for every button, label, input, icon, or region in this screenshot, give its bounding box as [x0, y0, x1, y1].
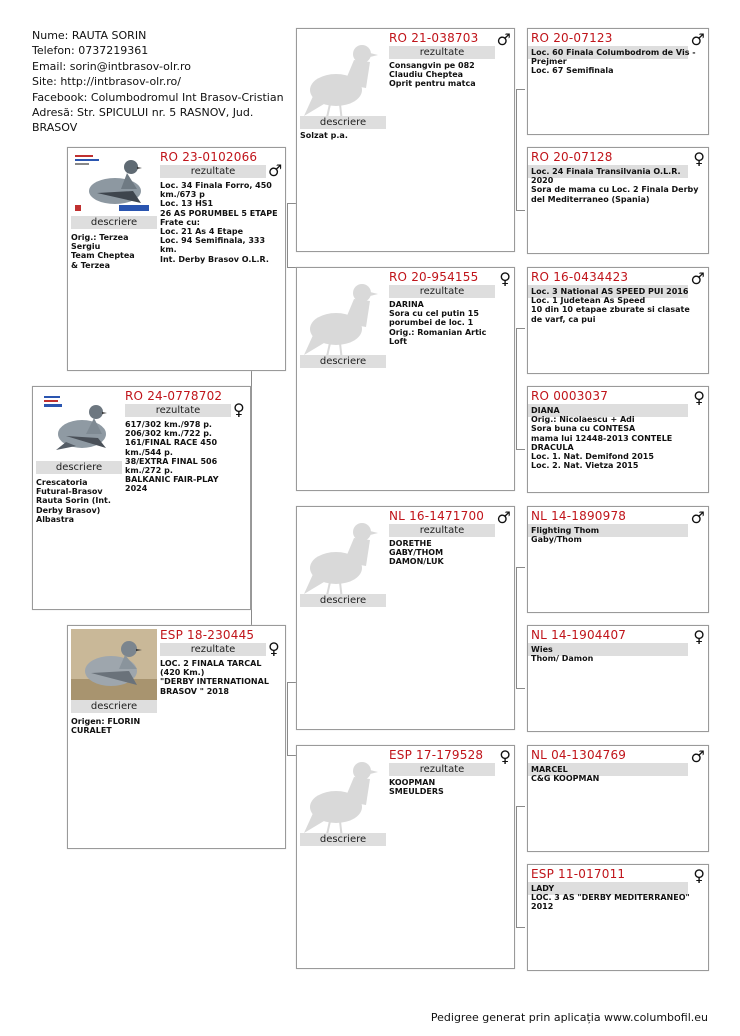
dam-ring-number: ESP 18-230445 [160, 628, 255, 642]
female-icon: ♀ [693, 866, 705, 885]
sire-photo [71, 151, 157, 215]
owner-info [32, 28, 292, 136]
pigeon-silhouette-icon [300, 271, 386, 365]
great-grandparent-5-notes: Flighting Thom Gaby/Thom [531, 526, 600, 545]
connector-dam-grand [287, 682, 296, 756]
grandparent-1-notes: Consangvin pe 082 Claudiu Cheptea Oprit pentru matca [389, 61, 476, 89]
male-icon: ♂ [496, 30, 511, 49]
sire-results-tab[interactable]: rezultate [160, 165, 266, 178]
grandparent-2-results-tab[interactable]: rezultate [389, 285, 495, 298]
owner-site: Site: http://intbrasov-olr.ro/ [32, 75, 181, 89]
great-grandparent-7-card[interactable] [527, 745, 709, 852]
pigeon-silhouette-icon [300, 749, 386, 843]
footer-credit: Pedigree generat prin aplicația www.columbofil.eu [430, 1011, 708, 1024]
great-grandparent-1-card[interactable] [527, 28, 709, 135]
sire-description-tab[interactable]: descriere [71, 216, 157, 229]
grandparent-4-ring-number: ESP 17-179528 [389, 748, 484, 762]
pigeon-silhouette-icon [300, 510, 386, 604]
female-icon: ♀ [499, 269, 511, 288]
sire-notes: Loc. 34 Finala Forro, 450 km./673 p Loc. 13 HS1 26 AS PORUMBEL 5 ETAPE Frate cu: Loc. 21 As 4 Etape Loc. 94 Semifinala, 333 km. Int. Derby Brasov O.L.R. [160, 181, 278, 264]
sire-ring-number: RO 23-0102066 [160, 150, 258, 164]
grandparent-2-card[interactable] [296, 267, 515, 491]
great-grandparent-8-card[interactable] [527, 864, 709, 971]
grandparent-4-card[interactable] [296, 745, 515, 969]
female-icon: ♀ [693, 388, 705, 407]
grandparent-3-description-tab[interactable]: descriere [300, 594, 386, 607]
great-grandparent-1-notes: Loc. 60 Finala Columbodrom de Vis - Prejmer Loc. 67 Semifinala [531, 48, 696, 76]
pigeon-silhouette-icon [300, 32, 386, 126]
dam-card[interactable] [67, 625, 286, 849]
great-grandparent-8-notes: LADY LOC. 3 AS "DERBY MEDITERRANEO" 2012 [531, 884, 690, 912]
grandparent-4-description-tab[interactable]: descriere [300, 833, 386, 846]
male-icon: ♂ [690, 269, 705, 288]
grandparent-1-results-tab[interactable]: rezultate [389, 46, 495, 59]
grandparent-4-notes: KOOPMAN SMEULDERS [389, 778, 444, 797]
dam-photo [71, 629, 157, 701]
grandparent-3-notes: DORETHE GABY/THOM DAMON/LUK [389, 539, 444, 567]
subject-results-tab[interactable]: rezultate [125, 404, 231, 417]
grandparent-2-notes: DARINA Sora cu cel putin 15 porumbei de loc. 1 Orig.: Romanian Artic Loft [389, 300, 487, 346]
sire-origin: Orig.: Terzea Sergiu Team Cheptea & Terzea [71, 233, 135, 270]
subject-description-tab[interactable]: descriere [36, 461, 122, 474]
great-grandparent-5-card[interactable] [527, 506, 709, 613]
connector-sire-grand [287, 203, 296, 268]
owner-address: Adresă: Str. SPICULUI nr. 5 RASNOV, Jud. BRASOV [32, 106, 254, 135]
sire-card[interactable] [67, 147, 286, 371]
subject-notes: 617/302 km./978 p. 206/302 km./722 p. 161/FINAL RACE 450 km./544 p. 38/EXTRA FINAL 506 km./272 p. BALKANIC FAIR-PLAY 2024 [125, 420, 219, 494]
great-grandparent-4-notes: DIANA Orig.: Nicolaescu + Adi Sora buna cu CONTESA mama lui 12448-2013 CONTELE DRACULA Loc. 1. Nat. Demifond 2015 Loc. 2. Nat. Vietza 2015 [531, 406, 673, 471]
owner-facebook: Facebook: Columbodromul Int Brasov-Cristian [32, 90, 284, 104]
grandparent-3-ring-number: NL 16-1471700 [389, 509, 485, 523]
great-grandparent-6-notes: Wies Thom/ Damon [531, 645, 594, 664]
male-icon: ♂ [690, 30, 705, 49]
grandparent-4-results-tab[interactable]: rezultate [389, 763, 495, 776]
female-icon: ♀ [268, 639, 280, 658]
connector-grand4 [516, 806, 525, 928]
dam-origin: Origen: FLORIN CURALET [71, 717, 141, 736]
great-grandparent-1-ring-number: RO 20-07123 [531, 31, 613, 45]
great-grandparent-6-ring-number: NL 14-1904407 [531, 628, 627, 642]
great-grandparent-2-ring-number: RO 20-07128 [531, 150, 613, 164]
great-grandparent-3-ring-number: RO 16-0434423 [531, 270, 629, 284]
great-grandparent-6-card[interactable] [527, 625, 709, 732]
grandparent-1-origin: Solzat p.a. [300, 131, 348, 140]
grandparent-2-description-tab[interactable]: descriere [300, 355, 386, 368]
female-icon: ♀ [693, 149, 705, 168]
female-icon: ♀ [499, 747, 511, 766]
grandparent-2-ring-number: RO 20-954155 [389, 270, 479, 284]
male-icon: ♂ [690, 747, 705, 766]
great-grandparent-2-notes: Loc. 24 Finala Transilvania O.L.R. 2020 Sora de mama cu Loc. 2 Finala Derby del Mediterraneo (Spania) [531, 167, 699, 204]
female-icon: ♀ [233, 400, 245, 419]
owner-email: Email: sorin@intbrasov-olr.ro [32, 59, 191, 73]
connector-grand1 [516, 89, 525, 211]
grandparent-1-ring-number: RO 21-038703 [389, 31, 479, 45]
great-grandparent-7-notes: MARCEL C&G KOOPMAN [531, 765, 600, 784]
subject-card[interactable] [32, 386, 251, 610]
subject-photo [36, 390, 122, 463]
male-icon: ♂ [690, 508, 705, 527]
great-grandparent-5-ring-number: NL 14-1890978 [531, 509, 627, 523]
connector-grand2 [516, 328, 525, 450]
female-icon: ♀ [693, 627, 705, 646]
great-grandparent-3-card[interactable] [527, 267, 709, 374]
great-grandparent-4-ring-number: RO 0003037 [531, 389, 609, 403]
owner-phone: Telefon: 0737219361 [32, 44, 149, 58]
dam-results-tab[interactable]: rezultate [160, 643, 266, 656]
owner-name: Nume: RAUTA SORIN [32, 29, 147, 42]
great-grandparent-4-card[interactable] [527, 386, 709, 493]
great-grandparent-8-ring-number: ESP 11-017011 [531, 867, 626, 881]
great-grandparent-7-ring-number: NL 04-1304769 [531, 748, 627, 762]
dam-description-tab[interactable]: descriere [71, 700, 157, 713]
great-grandparent-3-notes: Loc. 3 National AS SPEED PUI 2016 Loc. 1 Judetean As Speed 10 din 10 etapae zburate si clasate de varf, ca pui [531, 287, 690, 324]
male-icon: ♂ [496, 508, 511, 527]
dam-notes: LOC. 2 FINALA TARCAL (420 Km.) "DERBY INTERNATIONAL BRASOV " 2018 [160, 659, 269, 696]
grandparent-3-card[interactable] [296, 506, 515, 730]
great-grandparent-2-card[interactable] [527, 147, 709, 254]
subject-ring-number: RO 24-0778702 [125, 389, 223, 403]
connector-grand3 [516, 567, 525, 689]
subject-origin: Crescatoria Futural-Brasov Rauta Sorin (Int. Derby Brasov) Albastra [36, 478, 111, 524]
grandparent-3-results-tab[interactable]: rezultate [389, 524, 495, 537]
grandparent-1-card[interactable] [296, 28, 515, 252]
male-icon: ♂ [268, 161, 283, 180]
grandparent-1-description-tab[interactable]: descriere [300, 116, 386, 129]
